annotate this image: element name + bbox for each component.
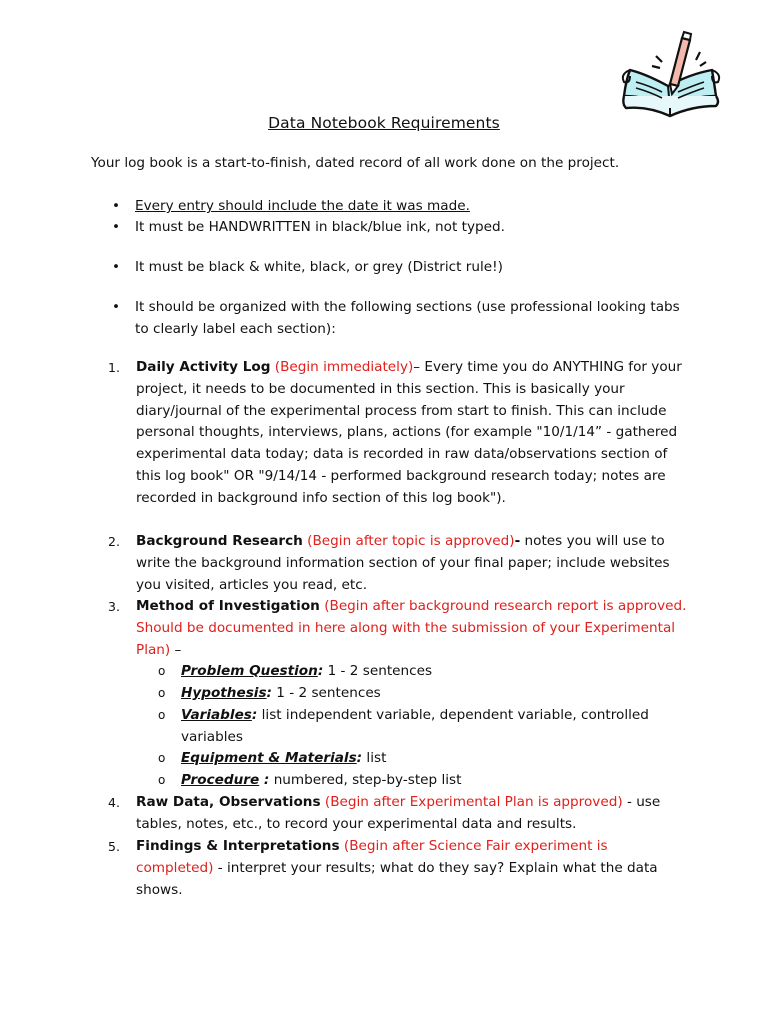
intro-text: Your log book is a start-to-finish, dated record of all work done on the project. (91, 155, 620, 171)
section-text: - use tables, notes, etc., to record your experimental data and results. (136, 794, 661, 832)
bullet-glyph: • (112, 198, 121, 214)
section-text: Every time you do ANYTHING for your project, it needs to be documented in this section. This is basically your diary/journal of the experimental process from start to finish. This can include personal thoughts, interviews, plans, actions (for example "10/1/14” - gathered experimental data today; data is recorded in raw data/observations section of this log book" OR "9/14/14 - performed background research today; notes are recorded in background info section of this log book"). (136, 359, 682, 506)
method-colon: : (266, 685, 272, 701)
sub-bullet-glyph: o (158, 773, 166, 787)
method-colon: : (317, 663, 324, 679)
section-findings (108, 836, 688, 901)
section-name: Daily Activity Log (136, 359, 271, 375)
method-colon: : (251, 707, 258, 723)
section-text: – (170, 641, 182, 658)
section-raw-data (108, 792, 688, 836)
method-term: Problem Question (181, 663, 318, 679)
section-text: notes you will use to write the background information section of your final paper; include websites you visited, articles you read, etc. (136, 533, 670, 593)
method-desc: list independent variable, dependent variable, controlled variables (181, 707, 649, 745)
section-daily-activity-log (108, 357, 688, 510)
section-text: - interpret your results; what do they say? Explain what the data shows. (136, 859, 658, 898)
page-title: Data Notebook Requirements (268, 114, 500, 132)
list-item (158, 661, 678, 683)
section-background-research (108, 531, 688, 596)
section-name: Method of Investigation (136, 598, 320, 614)
method-term: Equipment & Materials (181, 750, 357, 766)
bullet-glyph: • (112, 219, 121, 235)
section-number: 3. (108, 599, 120, 614)
list-item (158, 683, 678, 705)
sub-bullet-glyph: o (158, 686, 166, 700)
method-term: Hypothesis (181, 685, 267, 701)
section-number: 2. (108, 534, 120, 549)
section-note: (Begin after background research report is approved. Should be documented in here along with the submission of your Experimental Plan) (136, 598, 687, 658)
section-separator: - (514, 533, 521, 549)
method-term: Procedure (181, 772, 260, 788)
section-name: Raw Data, Observations (136, 794, 321, 810)
method-desc: numbered, step-by-step list (269, 772, 462, 788)
section-number: 1. (108, 360, 120, 375)
bullet-glyph: • (112, 259, 121, 275)
section-number: 4. (108, 795, 120, 810)
bullet-text: Every entry should include the date it was made. (135, 198, 470, 214)
method-colon: : (356, 750, 363, 766)
section-name: Background Research (136, 533, 303, 549)
list-item (112, 216, 682, 238)
list-item (158, 770, 678, 792)
section-name: Findings & Interpretations (136, 838, 340, 854)
section-note: (Begin after topic is approved) (307, 533, 515, 549)
section-number: 5. (108, 839, 120, 854)
section-note: (Begin after Experimental Plan is approved) (324, 794, 623, 810)
bullet-text: It must be black & white, black, or grey (District rule!) (135, 259, 503, 275)
bullet-text: It should be organized with the following sections (use professional looking tabs to clearly label each section): (135, 299, 680, 337)
method-desc: list (362, 750, 387, 766)
section-note: (Begin immediately) (274, 359, 414, 375)
section-method-of-investigation (108, 596, 688, 661)
list-item (112, 296, 682, 340)
list-item (158, 705, 678, 749)
sub-bullet-glyph: o (158, 751, 166, 765)
list-item (112, 256, 682, 278)
bullet-text: It must be HANDWRITTEN in black/blue ink, not typed. (135, 219, 505, 235)
section-note: (Begin after Science Fair experiment is completed) (136, 838, 608, 876)
method-desc: 1 - 2 sentences (323, 663, 433, 679)
list-item (112, 195, 682, 217)
method-term: Variables (181, 707, 252, 723)
bullet-glyph: • (112, 299, 121, 315)
method-colon: : (259, 772, 270, 788)
method-desc: 1 - 2 sentences (271, 685, 381, 701)
list-item (158, 748, 678, 770)
sub-bullet-glyph: o (158, 708, 166, 722)
sub-bullet-glyph: o (158, 664, 166, 678)
section-separator: – (413, 359, 421, 375)
